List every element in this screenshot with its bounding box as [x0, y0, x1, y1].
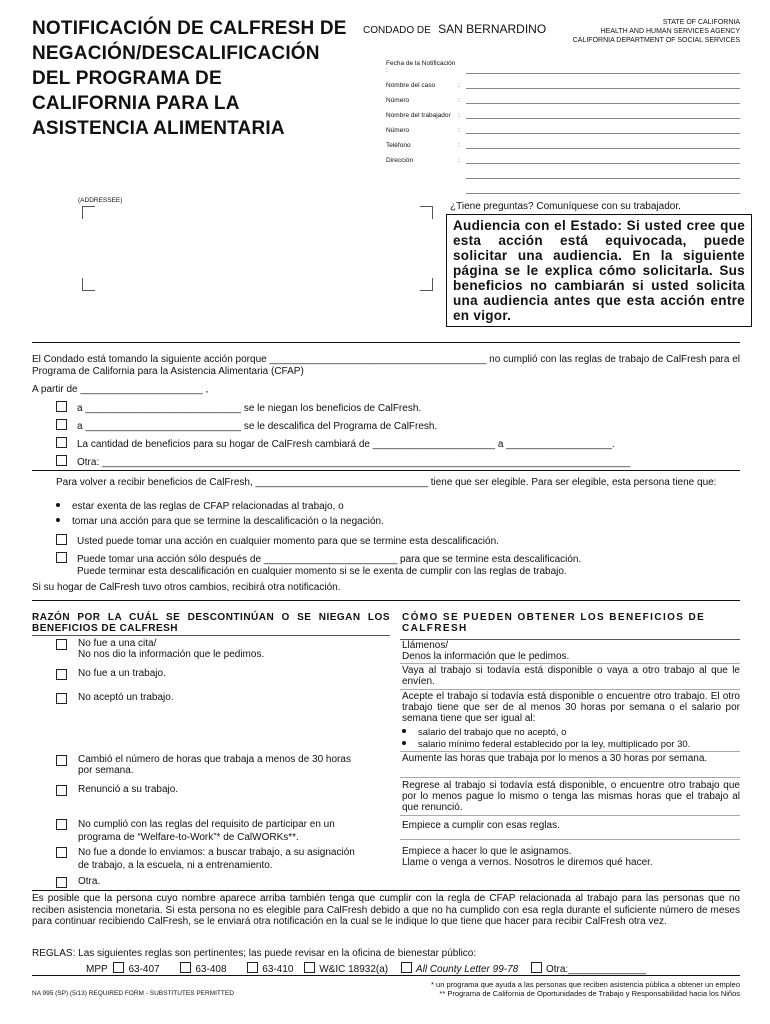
- checkbox[interactable]: [56, 819, 67, 830]
- reason-text: No fue a una cita/ No nos dio la información que le pedimos.: [78, 638, 265, 660]
- hearing-box: Audiencia con el Estado: Si usted cree que esta acción está equivocada, puede solicitar una audiencia. En la siguiente página se le explica cómo solicitarla. Sus beneficios no cambiarán si usted solicita una audiencia antes que esta acción entre en vigor.: [446, 214, 752, 327]
- title-line: CALIFORNIA PARA LA: [32, 93, 240, 114]
- option-text: La cantidad de beneficios para su hogar de CalFresh cambiará de ______________________ a ___________________.: [77, 439, 615, 450]
- eligibility-bullet: [56, 516, 384, 528]
- bullet-icon: [56, 503, 60, 507]
- checkbox[interactable]: [56, 455, 67, 466]
- title-line: NOTIFICACIÓN DE CALFRESH DE: [32, 18, 347, 39]
- agency-line: HEALTH AND HUMAN SERVICES AGENCY: [600, 28, 740, 35]
- action-option: [56, 455, 630, 469]
- remedy-bullet: [402, 739, 690, 750]
- checkbox[interactable]: [56, 669, 67, 680]
- reason-row: [56, 876, 366, 887]
- field-label: Teléfono: [386, 142, 411, 149]
- bullet-text: tomar una acción para que se termine la descalificación o la negación.: [72, 516, 384, 527]
- questions-text: ¿Tiene preguntas? Comuníquese con su trabajador.: [450, 201, 681, 212]
- rule-item: 63-408: [195, 964, 227, 975]
- form-id: NA 995 (SP) (5/13) REQUIRED FORM - SUBSTITUTES PERMITTED: [32, 990, 234, 997]
- checkbox[interactable]: [247, 962, 258, 973]
- reason-row: [56, 818, 366, 844]
- field-notice-date: [386, 60, 740, 74]
- rule-item: Otra:______________: [545, 964, 647, 975]
- remedy-text: Empiece a cumplir con esas reglas.: [402, 820, 560, 831]
- case-fields: [386, 60, 740, 200]
- reason-text: Otra.: [78, 876, 101, 887]
- rules-intro: REGLAS: Las siguientes reglas son pertinentes; las puede revisar en la oficina de bienestar público:: [32, 948, 477, 959]
- title-line: ASISTENCIA ALIMENTARIA: [32, 118, 285, 139]
- addressee-label: (ADDRESSEE): [78, 197, 123, 204]
- title-line: DEL PROGRAMA DE: [32, 68, 222, 89]
- remedy-text: Llámenos/ Denos la información que le pedimos.: [402, 640, 570, 662]
- checkbox[interactable]: [56, 877, 67, 888]
- bullet-icon: [56, 518, 60, 522]
- eligibility-note: Puede terminar esta descalificación en cualquier momento si se le exenta de cumplir con las reglas de trabajo.: [77, 566, 567, 577]
- rule-item: All County Letter 99-78: [415, 964, 519, 975]
- table-left-header: RAZÓN POR LA CUÁL SE DESCONTINÚAN O SE NIEGAN LOS BENEFICIOS DE CALFRESH: [32, 612, 390, 634]
- field-label: Dirección: [386, 157, 414, 164]
- field-label: Nombre del trabajador: [386, 112, 451, 119]
- bullet-text: salario del trabajo que no aceptó, o: [418, 727, 567, 738]
- reason-row: [56, 754, 356, 776]
- agency-line: CALIFORNIA DEPARTMENT OF SOCIAL SERVICES: [572, 37, 740, 44]
- reason-row: [56, 638, 366, 660]
- divider: [32, 890, 740, 891]
- footer-divider: [32, 975, 740, 976]
- household-note: Si su hogar de CalFresh tuvo otros cambios, recibirá otra notificación.: [32, 582, 341, 593]
- bullet-text: salario mínimo federal establecido por la ley, multiplicado por 30.: [418, 739, 691, 750]
- title-line: NEGACIÓN/DESCALIFICACIÓN: [32, 43, 320, 64]
- field-label: Número: [386, 127, 410, 134]
- field-case-name: Nombre del caso :: [386, 80, 740, 89]
- window-corner-tl: [82, 206, 95, 219]
- reason-row: [56, 784, 366, 795]
- checkbox[interactable]: [56, 552, 67, 563]
- check-text: Usted puede tomar una acción en cualquier momento para que se termine esta descalificación.: [77, 536, 499, 547]
- checkbox[interactable]: [180, 962, 191, 973]
- checkbox[interactable]: [56, 847, 67, 858]
- mpp-label: MPP: [86, 964, 108, 975]
- action-start: A partir de ______________________ ,: [32, 384, 209, 395]
- field-line[interactable]: [466, 140, 740, 149]
- field-address-2: [386, 170, 740, 179]
- table-row-divider: [32, 635, 390, 636]
- remedy-text: Aumente las horas que trabaja por lo menos a 30 horas por semana.: [402, 753, 708, 764]
- divider: [32, 470, 740, 471]
- reason-text: No fue a un trabajo.: [78, 668, 166, 679]
- eligibility-bullet: [56, 501, 344, 513]
- reason-text: Renunció a su trabajo.: [78, 784, 179, 795]
- remedy-text: Empiece a hacer lo que le asignamos. Llame o venga a vernos. Nosotros le diremos qué hacer.: [402, 846, 653, 868]
- remedy-text: Vaya al trabajo si todavía está disponible o vaya a otro trabajo al que le envíen.: [402, 665, 740, 687]
- form-title: [32, 16, 347, 141]
- table-row-divider: [400, 815, 740, 816]
- window-corner-br: [420, 278, 433, 291]
- agency-line: STATE OF CALIFORNIA: [662, 19, 740, 26]
- checkbox[interactable]: [401, 962, 412, 973]
- footer-note: * un programa que ayuda a las personas que reciben asistencia pública a obtener un empleo: [431, 980, 740, 989]
- footer-notes: [431, 980, 740, 998]
- window-corner-bl: [82, 278, 95, 291]
- window-corner-tr: [420, 206, 433, 219]
- table-row-divider: [400, 839, 740, 840]
- table-right-header: CÓMO SE PUEDEN OBTENER LOS BENEFICIOS DE CALFRESH: [402, 612, 706, 634]
- remedy-bullet: [402, 727, 566, 738]
- field-label: Fecha de la Notificación :: [386, 60, 456, 74]
- divider: [32, 342, 740, 343]
- table-row-divider: [400, 663, 740, 664]
- footer-note: ** Programa de California de Oportunidades de Trabajo y Responsabilidad hacia los Niños: [439, 989, 740, 998]
- reason-text: Cambió el número de horas que trabaja a menos de 30 horas por semana.: [78, 754, 351, 776]
- field-line[interactable]: [466, 125, 740, 134]
- checkbox[interactable]: [531, 962, 542, 973]
- reason-row: [56, 692, 366, 703]
- field-label: Nombre del caso: [386, 82, 436, 89]
- checkbox[interactable]: [56, 755, 67, 766]
- eligibility-check: [56, 552, 581, 566]
- field-line[interactable]: [466, 110, 740, 119]
- table-row-divider: [400, 777, 740, 778]
- action-option: [56, 437, 615, 451]
- checkbox[interactable]: [56, 401, 67, 412]
- county-label: CONDADO DE: [363, 25, 431, 36]
- rules-list: [86, 962, 646, 976]
- table-row-divider: [400, 751, 740, 752]
- checkbox[interactable]: [56, 693, 67, 704]
- field-label: Número: [386, 97, 410, 104]
- table-row-divider: [400, 689, 740, 690]
- option-text: a ____________________________ se le niegan los beneficios de CalFresh.: [77, 403, 422, 414]
- checkbox[interactable]: [304, 962, 315, 973]
- checkbox[interactable]: [56, 419, 67, 430]
- bullet-icon: [402, 729, 406, 733]
- action-option: [56, 419, 437, 433]
- reason-text: No aceptó un trabajo.: [78, 692, 174, 703]
- bullet-icon: [402, 741, 406, 745]
- checkbox[interactable]: [56, 785, 67, 796]
- field-line[interactable]: [466, 155, 740, 164]
- field-address-3: [386, 185, 740, 194]
- agency-block: [573, 18, 740, 45]
- closing-paragraph: Es posible que la persona cuyo nombre aparece arriba también tenga que cumplir con la regla de CFAP relacionada al trabajo para las personas que no reciben asistencia monetaria. Si esta persona no es elegible para CalFresh debido a que no ha cumplido con esa regla durante el suficiente número de meses para continuar recibiendo CalFresh, se le enviará otra notificación en la cual se le indique lo que tiene que hacer para recibir CalFresh otra vez.: [32, 893, 740, 927]
- reason-text: No cumplió con las reglas del requisito de participar en un programa de “Welfare-to-Work”* de CalWORKs**.: [78, 819, 335, 843]
- county-name: SAN BERNARDINO: [438, 22, 547, 36]
- reason-row: [56, 846, 366, 872]
- county: [363, 22, 546, 36]
- reason-text: No fue a donde lo enviamos: a buscar trabajo, a su asignación de trabajo, a la escuela, ni a entrenamiento.: [78, 847, 355, 871]
- option-text: Otra: _______________________________________________________________________________________________: [77, 457, 631, 468]
- checkbox[interactable]: [56, 639, 67, 650]
- divider: [32, 600, 740, 601]
- field-worker-number: Número :: [386, 125, 740, 134]
- field-line[interactable]: [466, 95, 740, 104]
- eligibility-check: [56, 534, 499, 548]
- eligibility-intro: Para volver a recibir beneficios de CalFresh, _______________________________ tiene que ser elegible. Para ser elegible, esta persona tiene que:: [56, 477, 717, 488]
- reason-row: [56, 668, 366, 679]
- option-text: a ____________________________ se le descalifica del Programa de CalFresh.: [77, 421, 438, 432]
- checkbox[interactable]: [56, 534, 67, 545]
- field-line[interactable]: [466, 185, 740, 194]
- remedy-text: Regrese al trabajo si todavía está disponible, o encuentre otro trabajo que por lo menos pague lo mismo o tenga las mismas horas que el trabajo al que renunció.: [402, 780, 740, 813]
- rule-item: 63-410: [262, 964, 294, 975]
- action-intro: El Condado está tomando la siguiente acción porque _______________________________________ no cumplió con las reglas de trabajo de CalFresh para el Programa de California para la Asistencia Alimentaria (CFAP): [32, 354, 740, 377]
- checkbox[interactable]: [56, 437, 67, 448]
- bullet-text: estar exenta de las reglas de CFAP relacionadas al trabajo, o: [72, 501, 344, 512]
- rule-item: W&IC 18932(a): [319, 964, 389, 975]
- field-phone: Teléfono :: [386, 140, 740, 149]
- field-address: Dirección :: [386, 155, 740, 164]
- field-case-number: Número :: [386, 95, 740, 104]
- field-line[interactable]: [466, 80, 740, 89]
- rule-item: 63-407: [128, 964, 160, 975]
- field-line[interactable]: [466, 65, 740, 74]
- remedy-text: Acepte el trabajo si todavía está disponible o encuentre otro trabajo. El otro trabajo tiene que ser de al menos 30 horas por semana o el salario por semana tiene que ser igual al:: [402, 691, 740, 724]
- checkbox[interactable]: [113, 962, 124, 973]
- field-worker-name: Nombre del trabajador :: [386, 110, 740, 119]
- action-option: [56, 401, 421, 415]
- field-line[interactable]: [466, 170, 740, 179]
- check-text: Puede tomar una acción sólo después de ________________________ para que se termine esta descalificación.: [77, 554, 582, 565]
